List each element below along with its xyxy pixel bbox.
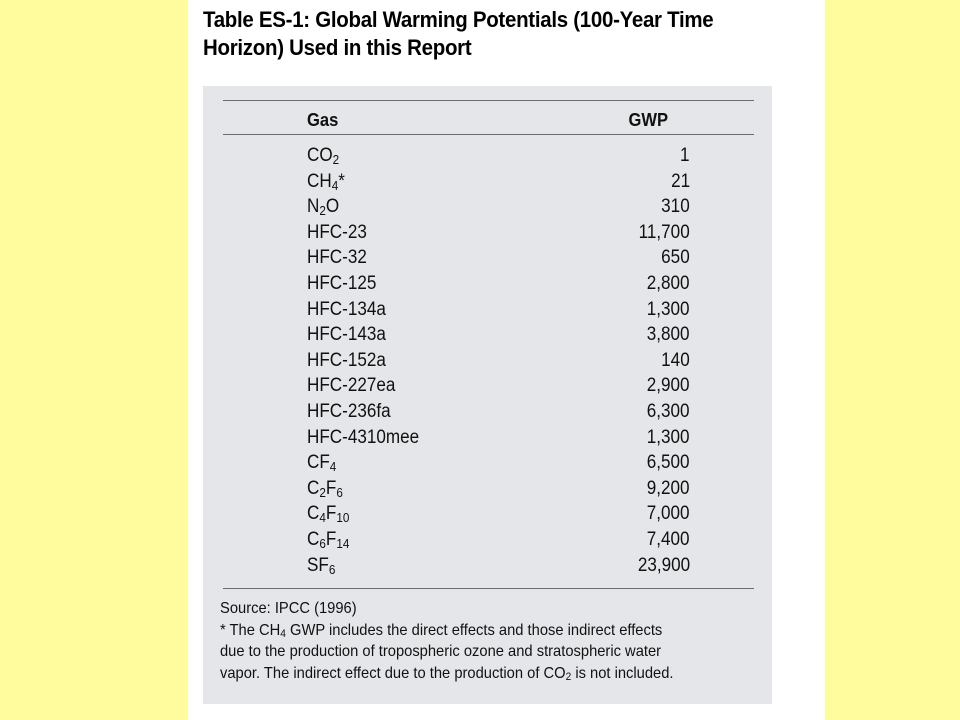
gas-name	[307, 194, 339, 220]
gas-formula-rest: F	[325, 528, 337, 550]
table-row	[203, 271, 772, 297]
footnote	[220, 620, 717, 685]
gas-name	[307, 450, 336, 476]
gas-subscript: 4	[319, 510, 326, 526]
gas-formula: SF	[307, 554, 329, 576]
gwp-value: 11,700	[638, 221, 690, 243]
gas-formula: HFC-236fa	[307, 400, 391, 422]
gas-formula: CF	[307, 452, 330, 474]
gas-subscript: 14	[336, 535, 350, 551]
table-title-line-1: Table ES-1: Global Warming Potentials (100-Year Time	[203, 7, 714, 32]
gas-name	[307, 322, 386, 348]
gas-name	[307, 169, 345, 195]
table-row	[203, 194, 772, 220]
header-rule	[223, 134, 754, 135]
gwp-value: 6,300	[647, 400, 690, 422]
gas-formula: HFC-32	[307, 247, 367, 269]
table-row	[203, 527, 772, 553]
gas-formula: C	[307, 503, 320, 525]
gwp-value: 3,800	[647, 324, 690, 346]
table-row	[203, 553, 772, 579]
table-title	[203, 6, 742, 62]
table-notes	[220, 598, 717, 684]
gas-name	[307, 143, 339, 169]
gwp-value: 1,300	[647, 298, 690, 320]
gwp-value: 1	[680, 145, 690, 166]
gwp-value: 21	[670, 170, 690, 192]
gas-name	[307, 220, 367, 246]
table-row	[203, 476, 772, 502]
gas-subscript: 6	[319, 535, 326, 551]
table-row	[203, 220, 772, 246]
gwp-value: 310	[661, 196, 690, 218]
gas-subscript: 2	[332, 152, 340, 167]
gas-name	[307, 271, 376, 297]
gas-formula-rest: *	[338, 170, 345, 192]
table-row	[203, 143, 772, 169]
gas-name	[307, 476, 343, 502]
gas-formula: HFC-152a	[307, 349, 386, 371]
table-row	[203, 501, 772, 527]
gwp-value: 140	[661, 349, 690, 371]
gas-subscript: 4	[329, 459, 337, 475]
table-title-line-2: Horizon) Used in this Report	[203, 35, 472, 60]
gas-subscript: 2	[319, 484, 326, 500]
gwp-value: 2,800	[647, 272, 690, 294]
gas-formula: CO	[307, 145, 333, 166]
table-row	[203, 450, 772, 476]
left-yellow-band	[0, 0, 188, 720]
gas-name	[307, 425, 419, 451]
table-row	[203, 322, 772, 348]
gas-formula: HFC-143a	[307, 324, 386, 346]
bottom-rule	[223, 588, 754, 589]
top-rule	[223, 100, 754, 101]
gwp-value: 2,900	[647, 375, 690, 397]
gas-formula-rest: F	[325, 477, 337, 499]
footnote-subscript-2: 2	[565, 670, 572, 683]
gas-subscript: 6	[336, 484, 343, 500]
gas-formula: HFC-4310mee	[307, 426, 420, 448]
table-row	[203, 297, 772, 323]
gas-name	[307, 348, 386, 374]
gas-formula: HFC-134a	[307, 298, 386, 320]
gas-name	[307, 373, 395, 399]
gas-name	[307, 501, 349, 527]
table-body	[203, 143, 772, 578]
source-note: Source: IPCC (1996)	[220, 600, 357, 617]
gwp-value: 650	[661, 247, 690, 269]
gwp-value: 1,300	[647, 426, 690, 448]
table-row	[203, 399, 772, 425]
table-row	[203, 373, 772, 399]
table-panel	[203, 86, 772, 704]
footnote-part-3: vapor. The indirect effect due to the production of CO	[220, 664, 566, 682]
gas-formula-rest: O	[325, 196, 340, 218]
gwp-value: 9,200	[647, 477, 690, 499]
footnote-subscript-1: 4	[280, 627, 286, 640]
gas-formula: C	[307, 528, 320, 550]
gas-subscript: 4	[331, 177, 339, 193]
footnote-part-1: * The CH	[220, 621, 281, 639]
gas-name	[307, 399, 391, 425]
footnote-part-4: is not included.	[571, 664, 674, 682]
gas-name	[307, 297, 386, 323]
gas-subscript: 10	[336, 510, 350, 526]
table-row	[203, 245, 772, 271]
gas-formula: CH	[307, 170, 332, 192]
footnote-part-2: GWP includes the direct effects and those indirect effects	[285, 621, 663, 639]
column-header-gas: Gas	[307, 110, 339, 130]
gwp-value: 7,000	[647, 503, 690, 525]
gas-formula: HFC-227ea	[307, 375, 396, 397]
table-row	[203, 425, 772, 451]
table-row	[203, 169, 772, 195]
gwp-value: 6,500	[647, 452, 690, 474]
right-yellow-band	[825, 0, 960, 720]
gas-subscript: 6	[328, 561, 336, 577]
gas-formula: N	[307, 196, 320, 218]
footnote-line-2: due to the production of tropospheric ozone and stratospheric water	[220, 643, 662, 660]
gas-formula: C	[307, 477, 320, 499]
gas-name	[307, 245, 367, 271]
gas-subscript: 2	[319, 203, 326, 219]
gas-name	[307, 553, 335, 579]
table-row	[203, 348, 772, 374]
gas-formula: HFC-23	[307, 221, 367, 243]
gwp-value: 7,400	[647, 528, 690, 550]
column-header-gwp: GWP	[628, 110, 668, 130]
gas-formula: HFC-125	[307, 272, 377, 294]
gas-name	[307, 527, 349, 553]
gwp-value: 23,900	[637, 554, 690, 576]
gas-formula-rest: F	[325, 503, 337, 525]
